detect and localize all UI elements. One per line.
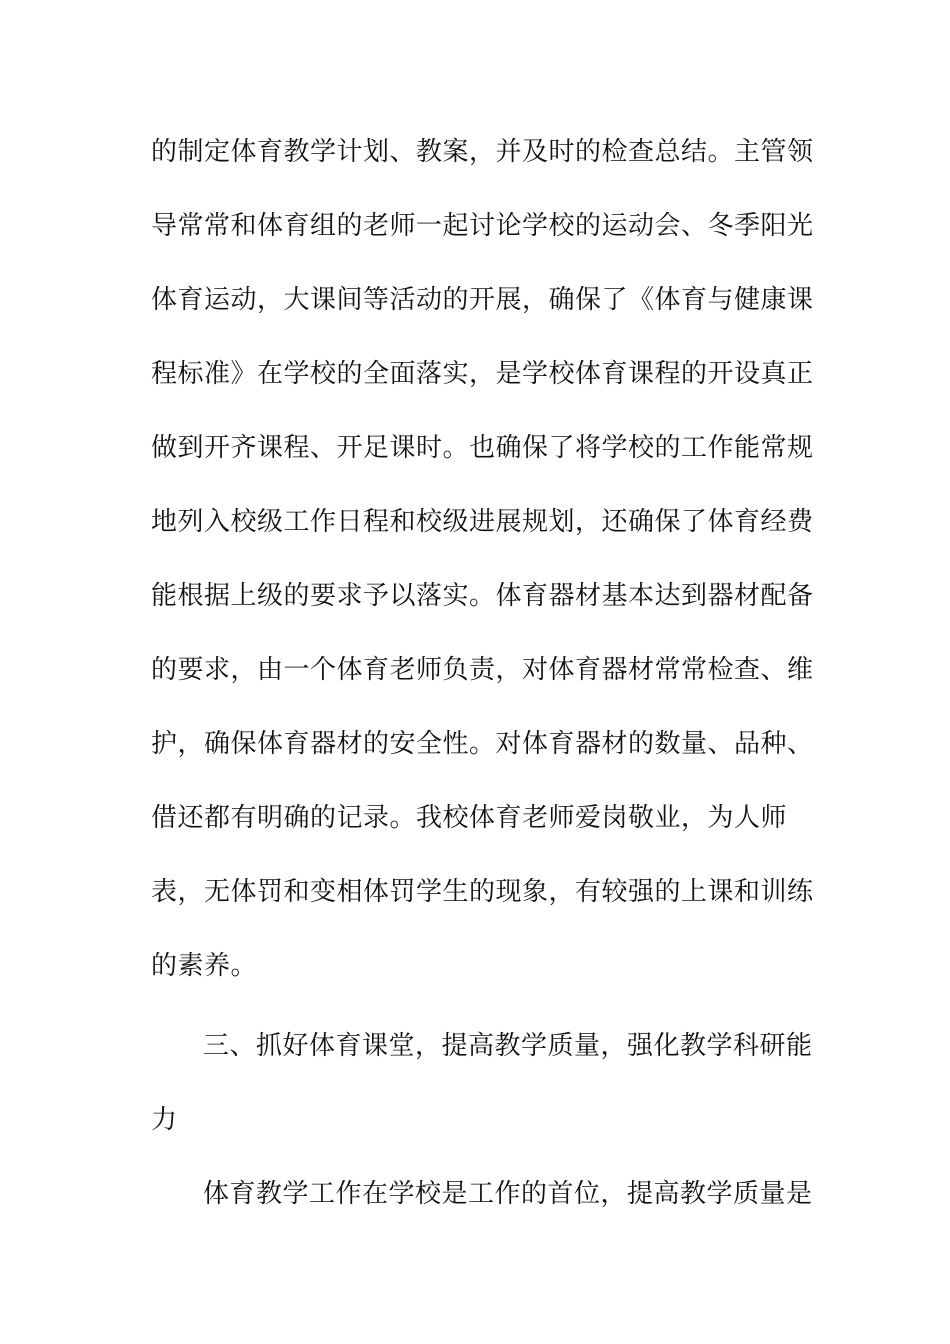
paragraph-line: 能根据上级的要求予以落实。体育器材基本达到器材配备 — [151, 581, 814, 611]
paragraph-line: 体育运动，大课间等活动的开展，确保了《体育与健康课 — [151, 285, 814, 315]
paragraph-line: 做到开齐课程、开足课时。也确保了将学校的工作能常规 — [151, 433, 814, 463]
paragraph-line: 体育教学工作在学校是工作的首位，提高教学质量是 — [203, 1179, 813, 1209]
paragraph-line: 的制定体育教学计划、教案，并及时的检查总结。主管领 — [151, 137, 814, 167]
paragraph-line: 的素养。 — [151, 951, 258, 981]
paragraph-line: 表，无体罚和变相体罚学生的现象，有较强的上课和训练 — [151, 877, 814, 907]
section-heading-continuation: 力 — [151, 1105, 178, 1135]
paragraph-line: 护，确保体育器材的安全性。对体育器材的数量、品种、 — [151, 729, 814, 759]
paragraph-line: 的要求，由一个体育老师负责，对体育器材常常检查、维 — [151, 655, 814, 685]
paragraph-line: 地列入校级工作日程和校级进展规划，还确保了体育经费 — [151, 507, 814, 537]
section-heading: 三、抓好体育课堂，提高教学质量，强化教学科研能 — [203, 1031, 813, 1061]
paragraph-line: 借还都有明确的记录。我校体育老师爱岗敬业，为人师 — [151, 803, 788, 833]
paragraph-line: 程标准》在学校的全面落实，是学校体育课程的开设真正 — [151, 359, 814, 389]
paragraph-line: 导常常和体育组的老师一起讨论学校的运动会、冬季阳光 — [151, 211, 814, 241]
